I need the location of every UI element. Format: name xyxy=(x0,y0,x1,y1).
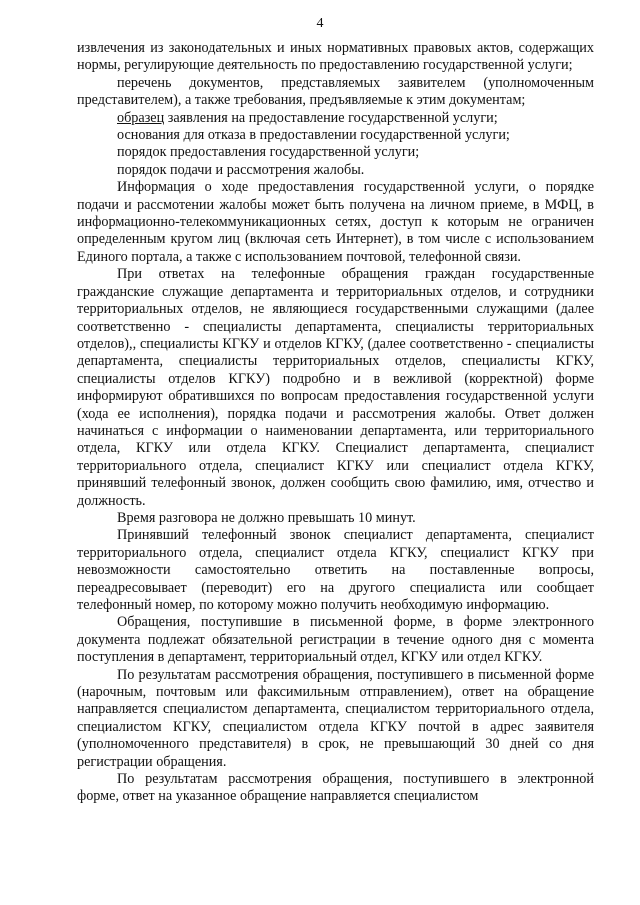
paragraph-1 xyxy=(77,40,594,75)
paragraph-13-text: По результатам рассмотрения обращения, поступившего в электронной форме, ответ на указанное обращение направляется специалистом xyxy=(77,771,594,805)
paragraph-8 xyxy=(77,266,594,510)
paragraph-8-text: При ответах на телефонные обращения граждан государственные гражданские служащие департамента и территориальных отделов, и сотрудники территориальных отделов, не являющиеся государственными служащими (далее соответственно - специалисты департамента, специалисты территориальных отделов),, специалисты КГКУ и отделов КГКУ, (далее соответственно - специалисты департамента, специалисты территориальных отделов, специалисты КГКУ, специалисты отделов КГКУ) подробно и в вежливой (корректной) форме информируют обратившихся по вопросам предоставления государственной услуги (хода ее исполнения), порядка подачи и рассмотрения жалобы. Ответ должен начинаться с информации о наименовании департамента, или территориального отдела, КГКУ или отдела КГКУ. Специалист департамента, специалист территориального отдела, специалист КГКУ или специалист отдела КГКУ, принявший телефонный звонок, должен сообщить свою фамилию, имя, отчество и должность. xyxy=(77,266,594,509)
paragraph-1-text: извлечения из законодательных и иных нормативных правовых актов, содержащих нормы, регулирующие деятельность по предоставлению государственной услуги; xyxy=(77,40,594,74)
paragraph-6 xyxy=(77,162,594,179)
paragraph-6-text: порядок подачи и рассмотрения жалобы. xyxy=(117,161,365,178)
paragraph-12 xyxy=(77,667,594,771)
paragraph-10-text: Принявший телефонный звонок специалист департамента, специалист территориального отдела, специалист отдела КГКУ, специалист КГКУ при невозможности самостоятельно ответить на поставленные вопросы, переадресовывает (переводит) его на другого специалиста или сообщает телефонный номер, по которому можно получить необходимую информацию. xyxy=(77,527,594,613)
paragraph-4 xyxy=(77,127,594,144)
document-body xyxy=(77,40,594,806)
paragraph-9 xyxy=(77,510,594,527)
paragraph-13 xyxy=(77,771,594,806)
paragraph-11 xyxy=(77,614,594,666)
paragraph-5-text: порядок предоставления государственной услуги; xyxy=(117,144,420,161)
paragraph-4-text: основания для отказа в предоставлении государственной услуги; xyxy=(117,127,510,144)
paragraph-5 xyxy=(77,144,594,161)
paragraph-3-text: заявления на предоставление государственной услуги; xyxy=(164,109,498,126)
paragraph-12-text: По результатам рассмотрения обращения, поступившего в письменной форме (нарочным, почтовым или факсимильным отправлением), ответ на обращение направляется специалистом департамента, специалистом территориального отдела, специалистом КГКУ, специалистом отдела КГКУ почтой в адрес заявителя (уполномоченного представителя) в срок, не превышающий 30 дней со дня регистрации обращения. xyxy=(77,666,594,770)
form-sample-link[interactable]: образец xyxy=(117,109,165,126)
paragraph-3 xyxy=(77,110,594,127)
paragraph-2-text: перечень документов, представляемых заявителем (уполномоченным представителем), а также требования, предъявляемые к этим документам; xyxy=(77,74,594,109)
paragraph-7 xyxy=(77,179,594,266)
paragraph-9-text: Время разговора не должно превышать 10 минут. xyxy=(117,509,416,526)
paragraph-7-text: Информация о ходе предоставления государственной услуги, о порядке подачи и рассмотении жалобы может быть получена на личном приеме, в МФЦ, в информационно-телекоммуникационных сетях, доступ к которым не ограничен определенным кругом лиц (включая сеть Интернет), в том числе с использованием Единого портала, а также с использованием почтовой, телефонной связи. xyxy=(77,179,594,265)
paragraph-11-text: Обращения, поступившие в письменной форме, в форме электронного документа подлежат обязательной регистрации в течение одного дня с момента поступления в департамент, территориальный отдел, КГКУ или отдел КГКУ. xyxy=(77,614,594,666)
page-number: 4 xyxy=(316,16,324,31)
paragraph-2 xyxy=(77,75,594,110)
paragraph-10 xyxy=(77,527,594,614)
